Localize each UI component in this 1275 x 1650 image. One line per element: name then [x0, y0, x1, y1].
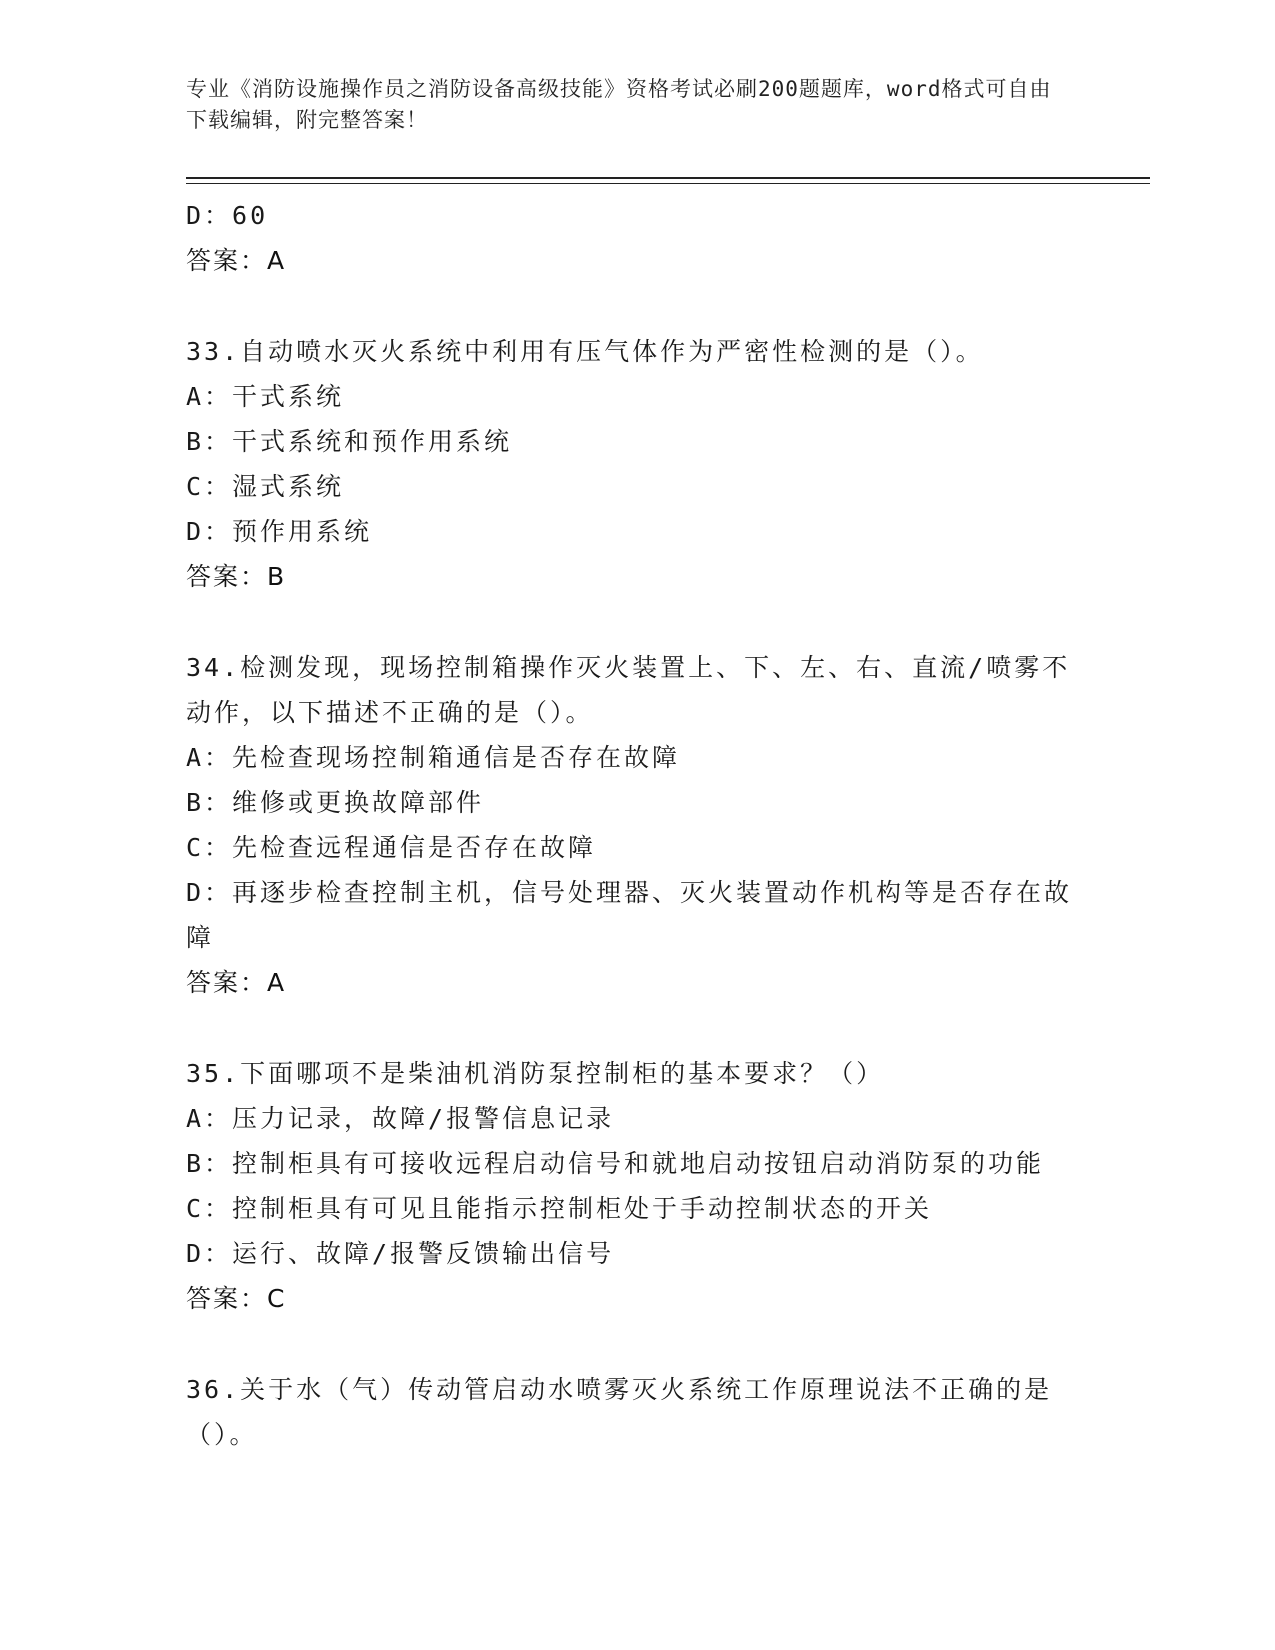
spacer	[186, 1005, 1086, 1051]
document-header: 专业《消防设施操作员之消防设备高级技能》资格考试必刷200题题库，word格式可自由下载编辑，附完整答案！	[186, 77, 1052, 132]
spacer	[186, 599, 1086, 645]
question-stem: 36.关于水（气）传动管启动水喷雾灭火系统工作原理说法不正确的是（）。	[186, 1375, 1053, 1449]
option-d: D：预作用系统	[186, 517, 373, 546]
answer: 答案：C	[186, 1284, 287, 1313]
question-36	[186, 1367, 1086, 1457]
spacer	[186, 283, 1086, 329]
question-stem: 33.自动喷水灭火系统中利用有压气体作为严密性检测的是（）。	[186, 337, 984, 366]
question-content	[186, 193, 1086, 1457]
option-b: B：控制柜具有可接收远程启动信号和就地启动按钮启动消防泵的功能	[186, 1149, 1045, 1178]
answer: 答案：A	[186, 968, 287, 997]
question-stem: 34.检测发现，现场控制箱操作灭火装置上、下、左、右、直流/喷雾不动作，以下描述不正确的是（）。	[186, 653, 1071, 727]
option-b: B：干式系统和预作用系统	[186, 427, 513, 456]
option-a: A：先检查现场控制箱通信是否存在故障	[186, 743, 681, 772]
question-stem: 35.下面哪项不是柴油机消防泵控制柜的基本要求？（）	[186, 1059, 885, 1088]
option-c: C：湿式系统	[186, 472, 345, 501]
option-c: C：控制柜具有可见且能指示控制柜处于手动控制状态的开关	[186, 1194, 933, 1223]
spacer	[186, 1321, 1086, 1367]
option-a: A：压力记录，故障/报警信息记录	[186, 1104, 615, 1133]
header-rule-thin	[186, 183, 1150, 184]
prev-answer: 答案：A	[186, 246, 287, 275]
answer: 答案：B	[186, 562, 287, 591]
header-rule-thick	[186, 177, 1150, 179]
option-d: D：运行、故障/报警反馈输出信号	[186, 1239, 615, 1268]
option-b: B：维修或更换故障部件	[186, 788, 485, 817]
option-a: A：干式系统	[186, 382, 345, 411]
option-d: D：再逐步检查控制主机，信号处理器、灭火装置动作机构等是否存在故障	[186, 878, 1073, 952]
question-33	[186, 329, 1086, 599]
prev-option-d: D：60	[186, 201, 269, 230]
question-34	[186, 645, 1086, 1005]
question-35	[186, 1051, 1086, 1321]
option-c: C：先检查远程通信是否存在故障	[186, 833, 597, 862]
